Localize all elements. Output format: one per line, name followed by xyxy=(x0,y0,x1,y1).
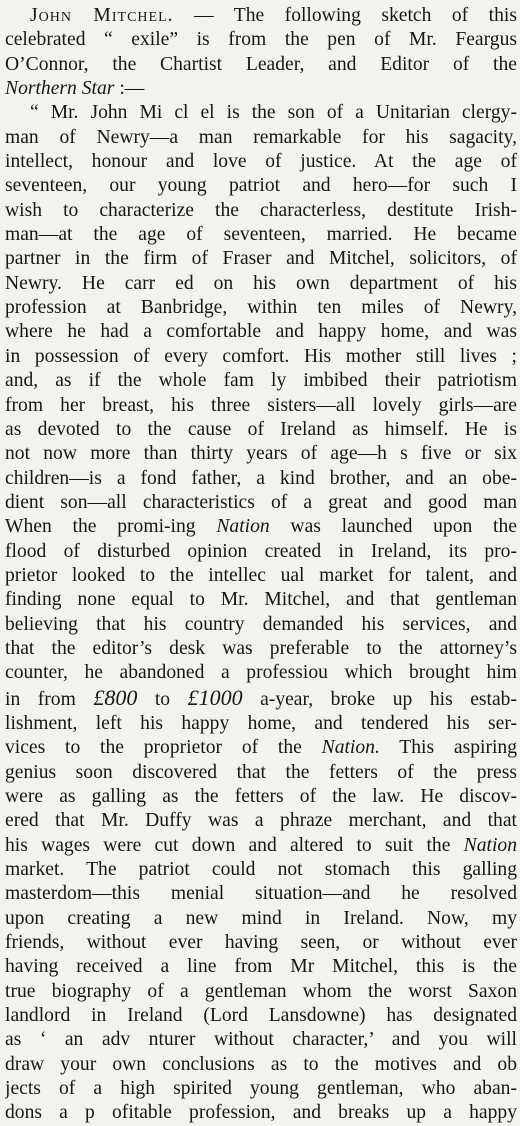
quote-line: in possession of every comfort. His mother still lives ; xyxy=(5,345,517,367)
quote-line: as ‘ an adv nturer without character,’ and you will xyxy=(5,1029,517,1051)
quote-line: market. The patriot could not stomach this galling xyxy=(5,859,517,881)
quote-line: friends, without ever having seen, or without ever xyxy=(5,932,517,954)
quote-line: dient son—all characteristics of a great and good man xyxy=(5,491,517,513)
quote-line: “ Mr. John Mi cl el is the son of a Unitarian clergy- xyxy=(30,102,517,124)
quote-line: finding none equal to Mr. Mitchel, and that gentleman xyxy=(5,589,517,611)
money-amount: £800 xyxy=(93,685,138,710)
quote-line: vices to the proprietor of the Nation. This aspiring xyxy=(5,737,517,759)
quote-line: prietor looked to the intellec ual market for talent, and xyxy=(5,564,517,586)
source-name: Northern Star xyxy=(5,78,115,100)
quote-line: counter, he abandoned a professiou which brought him xyxy=(5,662,517,684)
quote-line: children—is a fond father, a kind brother, and an obe- xyxy=(5,467,517,489)
quote-line: seventeen, our young patriot and hero—for such I xyxy=(5,175,517,197)
quote-line: and, as if the whole fam ly imbibed their patriotism xyxy=(5,370,517,392)
quote-line: upon creating a new mind in Ireland. Now, my xyxy=(5,907,517,929)
quote-line: not now more than thirty years of age—h s five or six xyxy=(5,443,517,465)
quote-line: ered that Mr. Duffy was a phraze merchant, and that xyxy=(5,810,517,832)
quote-line: genius soon discovered that the fetters of the press xyxy=(5,761,517,783)
quote-line: where he had a comfortable and happy home, and was xyxy=(5,321,517,343)
quote-line: believing that his country demanded his services, and xyxy=(5,613,517,635)
article-heading: John Mitchel. xyxy=(30,5,174,26)
money-amount: £1000 xyxy=(187,685,243,710)
quote-line: lishment, left his happy home, and tendered his ser- xyxy=(5,712,517,734)
quote-line: wish to characterize the characterless, destitute Irish- xyxy=(5,199,517,221)
intro-line-1: John Mitchel. — The following sketch of this xyxy=(30,5,517,26)
quote-line: his wages were cut down and altered to suit the Nation xyxy=(5,834,517,856)
quote-line: were as galling as the fetters of the law. He discov- xyxy=(5,786,517,807)
quote-line: When the promi-ing Nation was launched upon the xyxy=(5,516,517,538)
quote-line: jects of a high spirited young gentleman, who aban- xyxy=(5,1078,517,1100)
quote-line: as devoted to the cause of Ireland as himself. He is xyxy=(5,418,517,440)
quote-line: masterdom—this menial situation—and he resolved xyxy=(5,883,517,905)
quote-line: draw your own conclusions as to the motives and ob xyxy=(5,1053,517,1075)
quote-line: man—at the age of seventeen, married. He became xyxy=(5,224,517,246)
quote-line: flood of disturbed opinion created in Ireland, its pro- xyxy=(5,540,517,562)
intro-line-2: celebrated “ exile” is from the pen of Mr. Feargus xyxy=(5,29,517,51)
newspaper-title: Nation xyxy=(463,834,517,856)
intro-line-4: Northern Star :— xyxy=(5,78,145,100)
newspaper-title: Nation xyxy=(216,516,270,538)
quote-line: profession at Banbridge, within ten miles of Newry, xyxy=(5,297,517,319)
quote-line: having received a line from Mr Mitchel, this is the xyxy=(5,956,517,978)
quote-line: partner in the firm of Fraser and Mitchel, solicitors, of xyxy=(5,248,517,270)
newspaper-title: Nation. xyxy=(321,737,380,759)
quote-line: that the editor’s desk was preferable to the attorney’s xyxy=(5,637,517,659)
quote-line: landlord in Ireland (Lord Lansdowne) has designated xyxy=(5,1005,517,1027)
quote-line: intellect, honour and love of justice. At the age of xyxy=(5,151,517,173)
quote-line: dons a p ofitable profession, and breaks up a happy xyxy=(5,1102,517,1124)
quote-line: in from £800 to £1000 a-year, broke up his estab- xyxy=(5,685,517,710)
quote-paragraph xyxy=(5,101,517,1125)
quote-line: from her breast, his three sisters—all lovely girls—are xyxy=(5,394,517,416)
quote-line: Newry. He carr ed on his own department of his xyxy=(5,272,517,294)
intro-paragraph xyxy=(5,4,517,101)
quote-line: true biography of a gentleman whom the worst Saxon xyxy=(5,980,517,1002)
intro-line-3: O’Connor, the Chartist Leader, and Editor of the xyxy=(5,53,517,75)
quote-line: man of Newry—a man remarkable for his sagacity, xyxy=(5,126,517,148)
